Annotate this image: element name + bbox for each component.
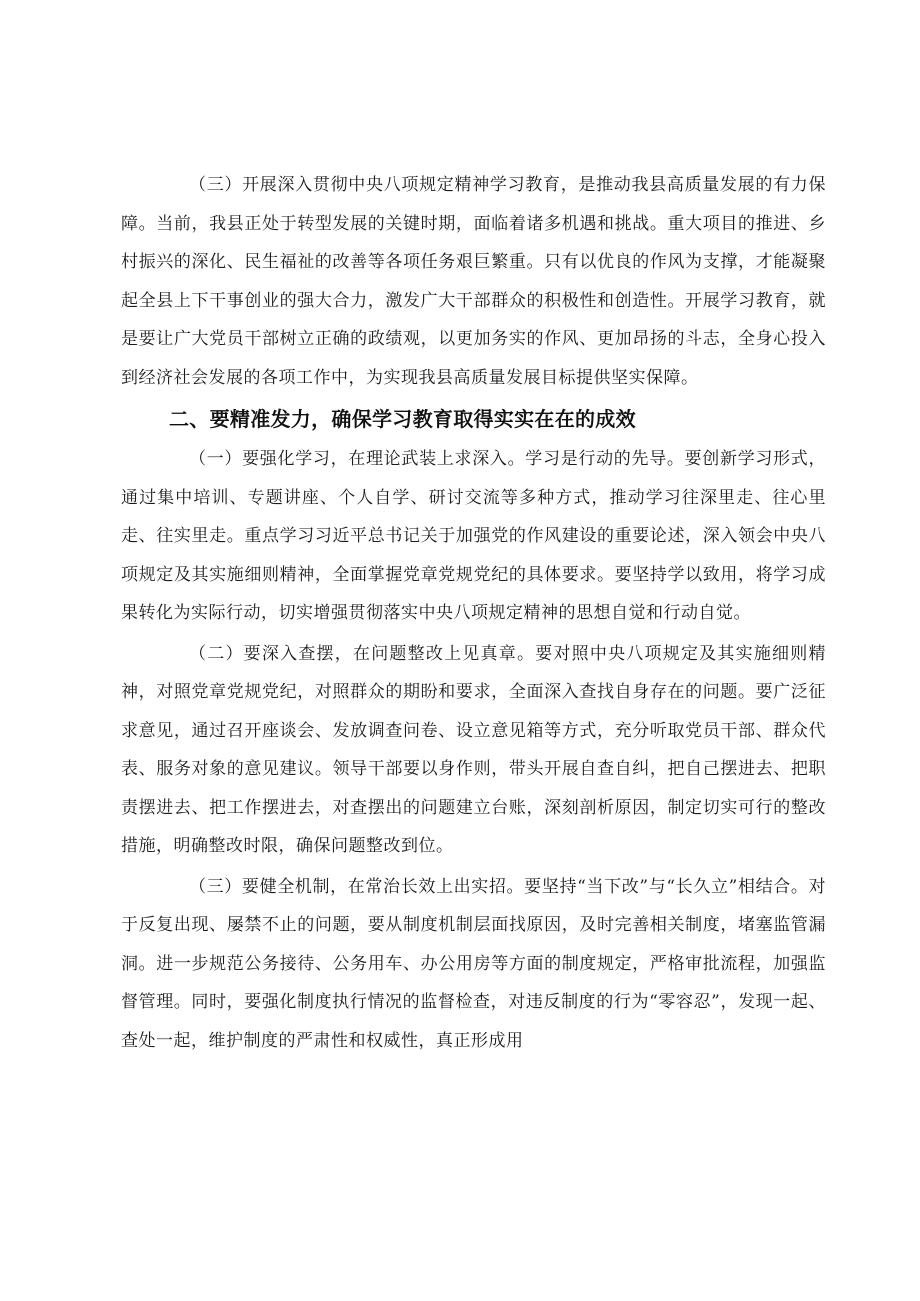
paragraph-mechanism: （三）要健全机制，在常治长效上出实招。要坚持“当下改”与“长久立”相结合。对于反复出现、屡禁不止的问题，要从制度机制层面找原因，及时完善相关制度，堵塞监管漏洞。进一步规范公务接待、公务用车、办公用房等方面的制度规定，严格审批流程，加强监督管理。同时，要强化制度执行情况的监督检查，对违反制度的行为“零容忍”，发现一起、查处一起，维护制度的严肃性和权威性，真正形成用 (121, 876, 826, 1051)
paragraph-rectify: （二）要深入查摆，在问题整改上见真章。要对照中央八项规定及其实施细则精神，对照党章党规党纪，对照群众的期盼和要求，全面深入查找自身存在的问题。要广泛征求意见，通过召开座谈会、发放调查问卷、设立意见箱等方式，充分听取党员干部、群众代表、服务对象的意见建议。领导干部要以身作则，带头开展自查自纠，把自己摆进去、把职责摆进去、把工作摆进去，对查摆出的问题建立台账，深刻剖析原因，制定切实可行的整改措施，明确整改时限，确保问题整改到位。 (121, 643, 826, 856)
paragraph-study: （一）要强化学习，在理论武装上求深入。学习是行动的先导。要创新学习形式，通过集中培训、专题讲座、个人自学、研讨交流等多种方式，推动学习往深里走、往心里走、往实里走。重点学习习近平总书记关于加强党的作风建设的重要论述，深入领会中央八项规定及其实施细则精神，全面掌握党章党规党纪的具体要求。要坚持学以致用，将学习成果转化为实际行动，切实增强贯彻落实中央八项规定精神的思想自觉和行动自觉。 (121, 449, 826, 623)
document-body (121, 166, 826, 1060)
paragraph-guarantee: （三）开展深入贯彻中央八项规定精神学习教育，是推动我县高质量发展的有力保障。当前，我县正处于转型发展的关键时期，面临着诸多机遇和挑战。重大项目的推进、乡村振兴的深化、民生福祉的改善等各项任务艰巨繁重。只有以优良的作风为支撑，才能凝聚起全县上下干事创业的强大合力，激发广大干部群众的积极性和创造性。开展学习教育，就是要让广大党员干部树立正确的政绩观，以更加务实的作风、更加昂扬的斗志，全身心投入到经济社会发展的各项工作中，为实现我县高质量发展目标提供坚实保障。 (121, 175, 826, 388)
section-heading: 二、要精准发力，确保学习教育取得实实在在的成效 (169, 407, 636, 431)
